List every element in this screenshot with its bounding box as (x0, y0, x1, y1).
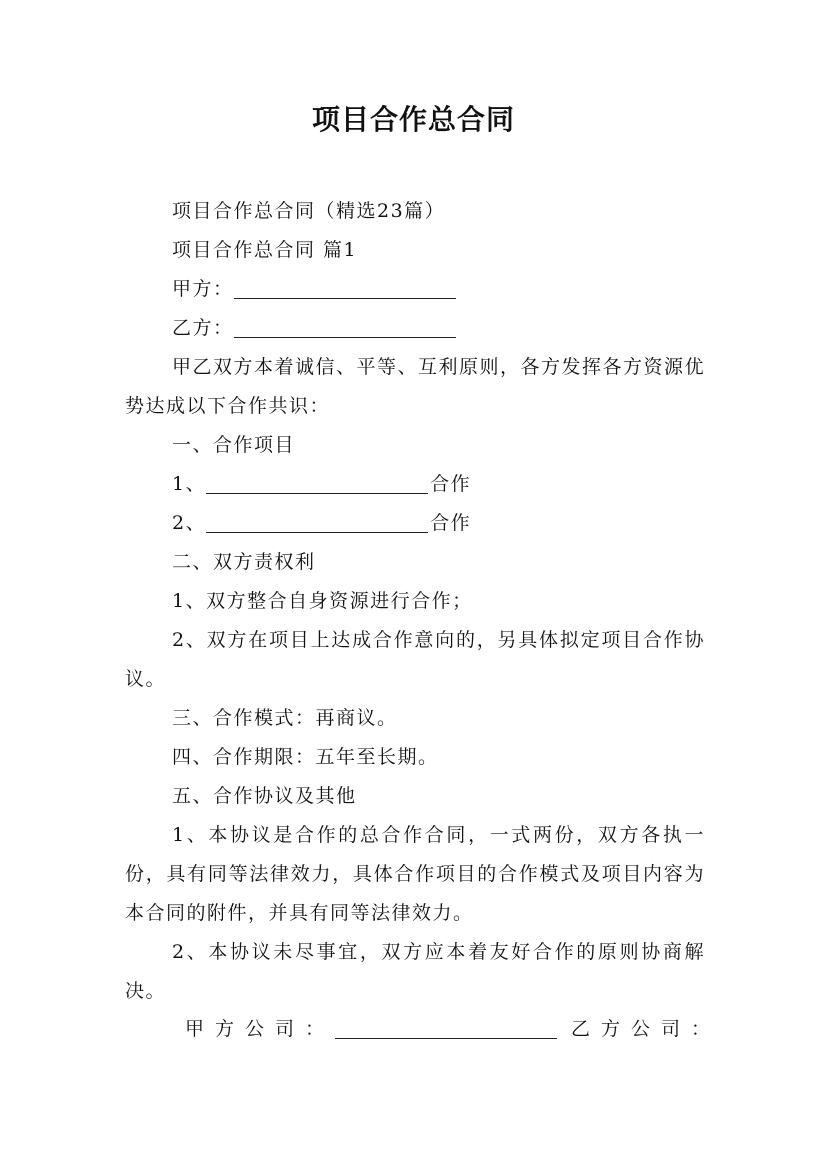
party-b-company-label: 乙方公司： (571, 1018, 722, 1040)
document-body (125, 192, 705, 1011)
section-2-heading: 二、双方责权利 (172, 551, 316, 573)
item-2-number: 2、 (172, 512, 207, 534)
item-2-suffix: 合作 (430, 512, 472, 534)
party-a-company-label: 甲方公司： (185, 1018, 336, 1040)
item-1-suffix: 合作 (430, 473, 472, 495)
rights-item-2: 2、双方在项目上达成合作意向的，另具体拟定项目合作协议。 (125, 629, 705, 690)
section-1-heading: 一、合作项目 (172, 434, 296, 456)
item-2-blank (206, 506, 428, 533)
item-1-number: 1、 (172, 473, 207, 495)
party-a-company-blank (335, 1012, 557, 1039)
paragraph-section-heading: 项目合作总合同 篇1 (172, 239, 358, 261)
section-4-heading: 四、合作期限：五年至长期。 (172, 746, 439, 768)
party-a-label: 甲方： (172, 278, 234, 300)
party-a-blank (234, 272, 456, 299)
other-item-2: 2、本协议未尽事宜，双方应本着友好合作的原则协商解决。 (125, 941, 705, 1002)
cooperation-item-1 (125, 465, 705, 504)
section-3-heading: 三、合作模式：再商议。 (172, 707, 398, 729)
document-title: 项目合作总合同 (311, 103, 515, 136)
party-b-label: 乙方： (172, 317, 234, 339)
section-5-heading: 五、合作协议及其他 (172, 785, 357, 807)
cooperation-item-2 (125, 504, 705, 543)
item-1-blank (206, 467, 428, 494)
paragraph-intro: 甲乙双方本着诚信、平等、互利原则，各方发挥各方资源优势达成以下合作共识： (125, 356, 706, 417)
rights-item-1: 1、双方整合自身资源进行合作； (172, 590, 473, 612)
signature-line (185, 1010, 722, 1049)
paragraph-subtitle: 项目合作总合同（精选23篇） (172, 200, 446, 222)
other-item-1: 1、本协议是合作的总合作合同，一式两份，双方各执一份，具有同等法律效力，具体合作项目的合作模式及项目内容为本合同的附件，并具有同等法律效力。 (125, 824, 705, 924)
party-b-line (125, 309, 705, 348)
party-b-blank (234, 311, 456, 338)
party-a-line (125, 270, 705, 309)
